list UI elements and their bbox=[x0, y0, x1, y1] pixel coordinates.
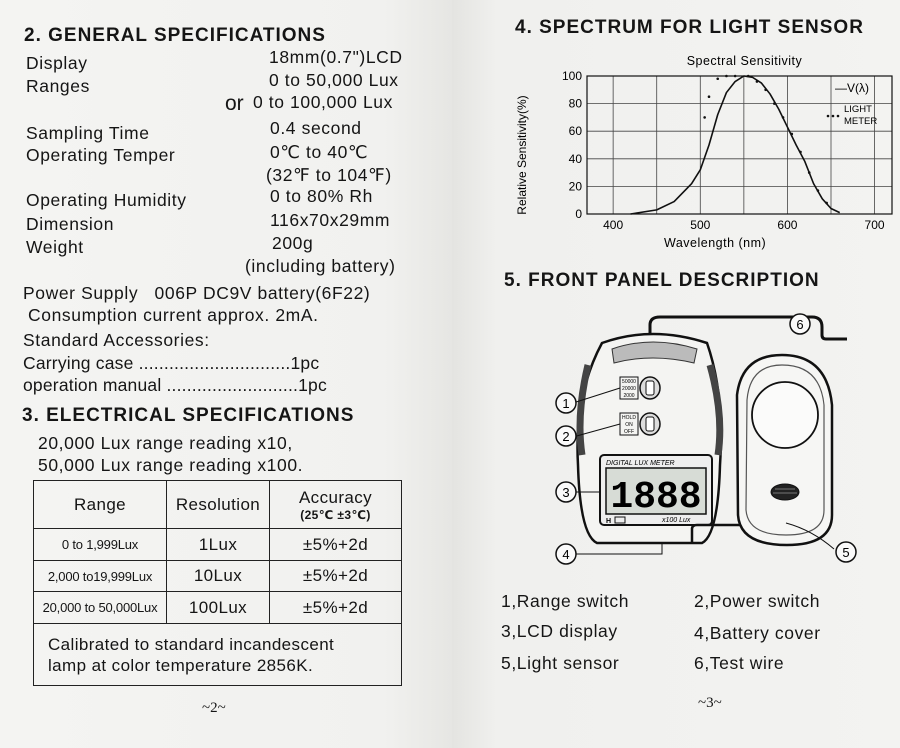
manual-line: operation manual ..........................1pc bbox=[23, 375, 327, 395]
range-text-2: 20000 bbox=[622, 386, 636, 392]
electrical-spec-title: 3. ELECTRICAL SPECIFICATIONS bbox=[22, 405, 355, 426]
legend-light-sensor: 5,Light sensor bbox=[501, 653, 620, 673]
callout-1 bbox=[556, 393, 576, 413]
legend-meter: METER bbox=[844, 116, 878, 127]
header-accuracy bbox=[270, 481, 402, 529]
plot-frame bbox=[587, 76, 892, 214]
x-tick-label: 400 bbox=[603, 218, 624, 232]
series-point-light-meter bbox=[790, 133, 793, 136]
series-point-light-meter bbox=[825, 202, 828, 205]
hold-text-3: OFF bbox=[624, 429, 634, 435]
power-supply-line: Power Supply 006P DC9V battery(6F22) bbox=[23, 283, 371, 303]
lcd-digits: 1888 bbox=[610, 476, 702, 519]
range-text-1: 50000 bbox=[622, 379, 636, 385]
header-accuracy-label: Accuracy bbox=[298, 487, 373, 507]
accuracy-cell: ±5%+2d bbox=[270, 561, 402, 592]
resolution-cell: 1Lux bbox=[167, 529, 270, 561]
spectral-sensitivity-chart bbox=[504, 50, 900, 260]
callout-4 bbox=[556, 544, 576, 564]
range-cell: 0 to 1,999Lux bbox=[34, 529, 167, 561]
lcd-h-indicator: H bbox=[606, 518, 612, 525]
range-cell: 2,000 to19,999Lux bbox=[34, 561, 167, 592]
electrical-spec-table bbox=[33, 480, 402, 686]
ranges-value-2: 0 to 100,000 Lux bbox=[253, 92, 393, 112]
sampling-label: Sampling Time bbox=[26, 123, 150, 143]
electrical-line-1: 20,000 Lux range reading x10, bbox=[38, 433, 293, 453]
weight-label: Weight bbox=[26, 237, 84, 257]
y-tick-label: 20 bbox=[568, 179, 582, 194]
calibration-note-2: lamp at color temperature 2856K. bbox=[48, 655, 314, 675]
ranges-label: Ranges bbox=[26, 76, 90, 96]
header-resolution: Resolution bbox=[167, 481, 270, 529]
dimension-label: Dimension bbox=[26, 214, 115, 234]
legend-light: LIGHT bbox=[844, 104, 872, 115]
display-value: 18mm(0.7")LCD bbox=[269, 47, 403, 67]
x-tick-label: 500 bbox=[690, 218, 711, 232]
legend-dot-icon bbox=[837, 115, 840, 118]
series-point-light-meter bbox=[734, 75, 737, 78]
callout-6-label: 6 bbox=[796, 317, 804, 332]
legend-battery-cover: 4,Battery cover bbox=[694, 623, 821, 643]
ophum-value: 0 to 80% Rh bbox=[270, 186, 373, 206]
spectrum-title: 4. SPECTRUM FOR LIGHT SENSOR bbox=[515, 17, 864, 38]
table-header-row bbox=[34, 481, 402, 529]
y-tick-label: 60 bbox=[568, 124, 582, 139]
callout-5-label: 5 bbox=[842, 545, 850, 560]
resolution-cell: 100Lux bbox=[167, 592, 270, 624]
weight-value-1: 200g bbox=[272, 233, 314, 253]
legend-test-wire: 6,Test wire bbox=[694, 653, 785, 673]
header-range: Range bbox=[34, 481, 167, 529]
accessories-line: Standard Accessories: bbox=[23, 330, 210, 350]
callout-3-label: 3 bbox=[562, 485, 570, 500]
series-point-light-meter bbox=[747, 75, 750, 78]
y-tick-label: 80 bbox=[568, 96, 582, 111]
page-number-right: ~3~ bbox=[698, 695, 722, 711]
carrying-case-line: Carrying case ..............................1pc bbox=[23, 353, 320, 373]
range-text-3: 2000 bbox=[623, 393, 635, 399]
table-row bbox=[34, 592, 402, 624]
calibration-note-1: Calibrated to standard incandescent bbox=[48, 634, 335, 654]
ranges-value-1: 0 to 50,000 Lux bbox=[269, 70, 399, 90]
optemp-value-2: (32℉ to 104℉) bbox=[266, 165, 392, 185]
legend-dot-icon bbox=[832, 115, 835, 118]
x-tick-label: 600 bbox=[777, 218, 798, 232]
legend-dot-icon bbox=[827, 115, 830, 118]
legend-range-switch: 1,Range switch bbox=[501, 591, 630, 611]
series-point-light-meter bbox=[756, 80, 759, 83]
y-tick-label: 0 bbox=[575, 207, 582, 221]
callout-1-label: 1 bbox=[562, 396, 570, 411]
series-line-vlambda bbox=[631, 76, 840, 214]
accuracy-cell: ±5%+2d bbox=[270, 529, 402, 561]
calibration-note bbox=[34, 624, 402, 686]
series-point-light-meter bbox=[773, 102, 776, 105]
series-point-light-meter bbox=[808, 171, 811, 174]
lcd-brand: DIGITAL LUX METER bbox=[606, 460, 675, 467]
legend-power-switch: 2,Power switch bbox=[694, 591, 821, 611]
series-point-light-meter bbox=[716, 77, 719, 80]
table-row bbox=[34, 529, 402, 561]
legend-vlambda: —V(λ) bbox=[835, 81, 869, 95]
chart-series bbox=[631, 75, 840, 214]
front-panel-title: 5. FRONT PANEL DESCRIPTION bbox=[504, 270, 820, 291]
series-point-light-meter bbox=[725, 75, 728, 78]
ophum-label: Operating Humidity bbox=[26, 190, 187, 210]
series-point-light-meter bbox=[799, 151, 802, 154]
dimension-value: 116x70x29mm bbox=[270, 210, 391, 230]
consumption-line: Consumption current approx. 2mA. bbox=[28, 305, 319, 325]
accuracy-cell: ±5%+2d bbox=[270, 592, 402, 624]
chart-grid bbox=[587, 76, 892, 214]
chart-title: Spectral Sensitivity bbox=[686, 54, 803, 68]
chart-axes bbox=[587, 76, 892, 214]
x-tick-label: 700 bbox=[864, 218, 885, 232]
page-number-left: ~2~ bbox=[202, 700, 226, 716]
general-spec-title: 2. GENERAL SPECIFICATIONS bbox=[24, 25, 326, 46]
display-label: Display bbox=[26, 53, 88, 73]
callout-markers bbox=[452, 300, 900, 580]
sampling-value: 0.4 second bbox=[270, 118, 362, 138]
optemp-label: Operating Temper bbox=[26, 145, 176, 165]
weight-value-2: (including battery) bbox=[245, 256, 396, 276]
series-point-light-meter bbox=[708, 95, 711, 98]
right-page bbox=[452, 0, 900, 748]
y-axis-label: Relative Sensitivity(%) bbox=[515, 95, 529, 215]
electrical-line-2: 50,000 Lux range reading x100. bbox=[38, 455, 304, 475]
callout-6 bbox=[790, 314, 810, 334]
x-axis-label: Wavelength (nm) bbox=[664, 236, 767, 250]
y-tick-label: 40 bbox=[568, 151, 582, 166]
table-row bbox=[34, 561, 402, 592]
callout-3 bbox=[556, 482, 576, 502]
series-point-light-meter bbox=[782, 116, 785, 119]
range-cell: 20,000 to 50,000Lux bbox=[34, 592, 167, 624]
callout-4-label: 4 bbox=[562, 547, 570, 562]
lcd-unit: x100 Lux bbox=[662, 517, 691, 524]
series-point-light-meter bbox=[817, 189, 820, 192]
callout-2-label: 2 bbox=[562, 429, 570, 444]
resolution-cell: 10Lux bbox=[167, 561, 270, 592]
ranges-or: or bbox=[225, 92, 244, 115]
callout-2 bbox=[556, 426, 576, 446]
table-note-row bbox=[34, 624, 402, 686]
legend-lcd-display: 3,LCD display bbox=[501, 621, 618, 641]
y-tick-label: 100 bbox=[561, 69, 582, 83]
hold-text-2: ON bbox=[625, 422, 633, 428]
series-point-light-meter bbox=[764, 89, 767, 92]
header-accuracy-sub: (25℃ ±3℃) bbox=[300, 507, 371, 522]
callout-5 bbox=[836, 542, 856, 562]
hold-text-1: HOLD bbox=[622, 415, 636, 421]
optemp-value-1: 0℃ to 40℃ bbox=[270, 142, 369, 162]
series-point-light-meter bbox=[703, 116, 706, 119]
